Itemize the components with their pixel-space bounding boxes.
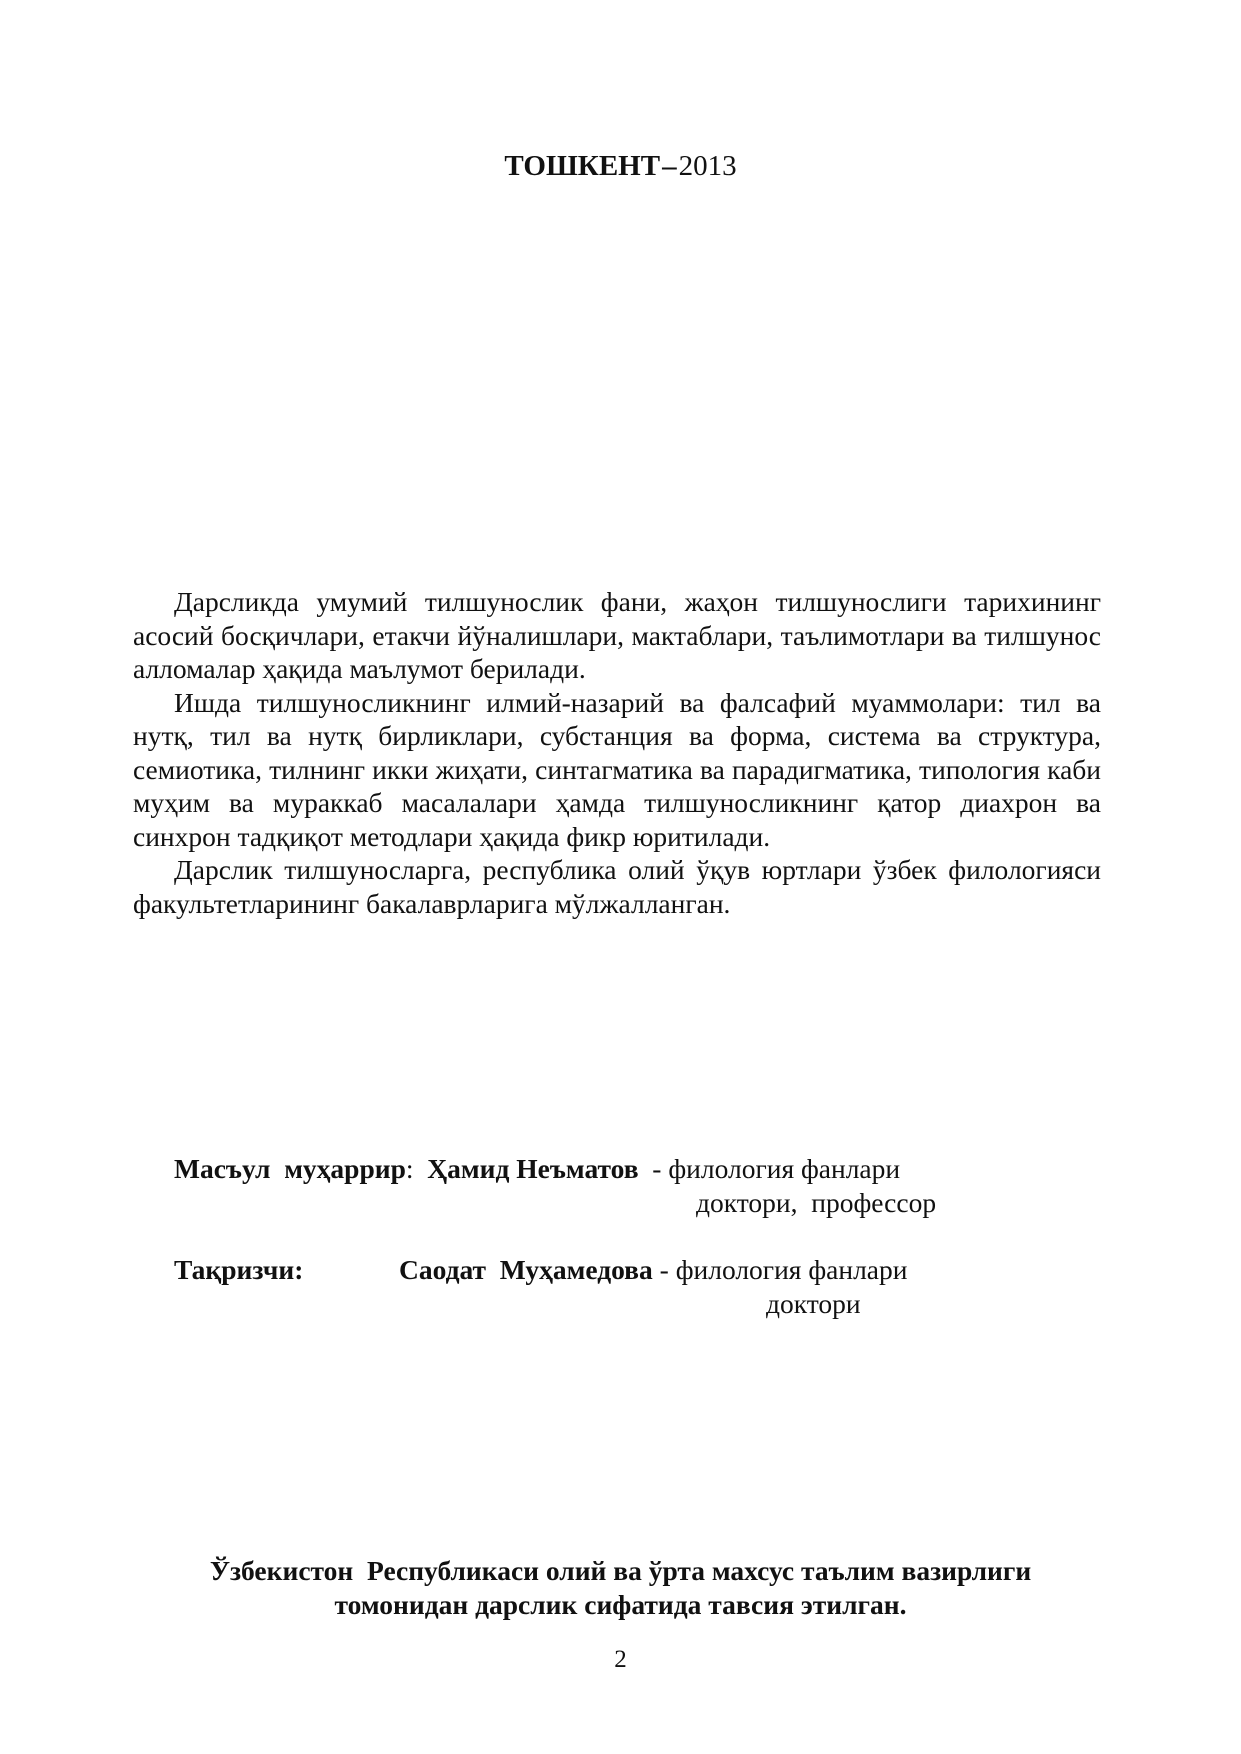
heading-dash: – (662, 150, 677, 182)
approval-line: томонидан дарслик сифатида тавсия этилган. (334, 1589, 907, 1620)
editor-name: Ҳамид Неъматов (427, 1153, 639, 1184)
abstract-paragraph: Дарслик тилшуносларга, республика олий ўқув юртлари ўзбек филологияси факультетларининг бакалаврларига мўлжалланган. (133, 854, 1101, 919)
editor-role-label: Масъул муҳаррир (174, 1153, 406, 1184)
publication-year: 2013 (678, 150, 737, 182)
abstract-paragraph: Дарсликда умумий тилшунослик фани, жаҳон тилшунослиги тарихининг асосий босқичлари, етакчи йўналишлари, мактаблари, таълимотлари ва тилшунос алломалар ҳақида маълумот берилади. (133, 586, 1101, 684)
responsible-editor-credit (174, 1152, 1074, 1220)
approval-line: Ўзбекистон Республикаси олий ва ўрта махсус таълим вазирлиги (209, 1555, 1032, 1586)
abstract-paragraph: Ишда тилшуносликнинг илмий-назарий ва фалсафий муаммолари: тил ва нутқ, тил ва нутқ бирликлари, субстанция ва форма, система ва структура, семиотика, тилнинг икки жиҳати, синтагматика ва парадигматика, типология каби муҳим ва мураккаб масалалари ҳамда тилшуносликнинг қатор диахрон ва синхрон тадқиқот методлари ҳақида фикр юритилади. (133, 686, 1101, 852)
editor-separator: : (405, 1153, 428, 1184)
ministry-approval-note (0, 1554, 1241, 1622)
page-number: 2 (614, 1646, 627, 1673)
city-year-heading (0, 148, 1241, 184)
editor-title-continued: доктори, профессор (696, 1187, 937, 1218)
city-name: ТОШКЕНТ (504, 150, 661, 182)
reviewer-credit (174, 1253, 1074, 1321)
reviewer-name: Саодат Муҳамедова (399, 1254, 653, 1285)
book-abstract (133, 585, 1101, 920)
reviewer-title-continued: доктори (766, 1288, 861, 1319)
reviewer-role-label: Тақризчи: (174, 1254, 304, 1285)
editor-title: - филология фанлари (638, 1153, 901, 1184)
reviewer-title: - филология фанлари (652, 1254, 908, 1285)
